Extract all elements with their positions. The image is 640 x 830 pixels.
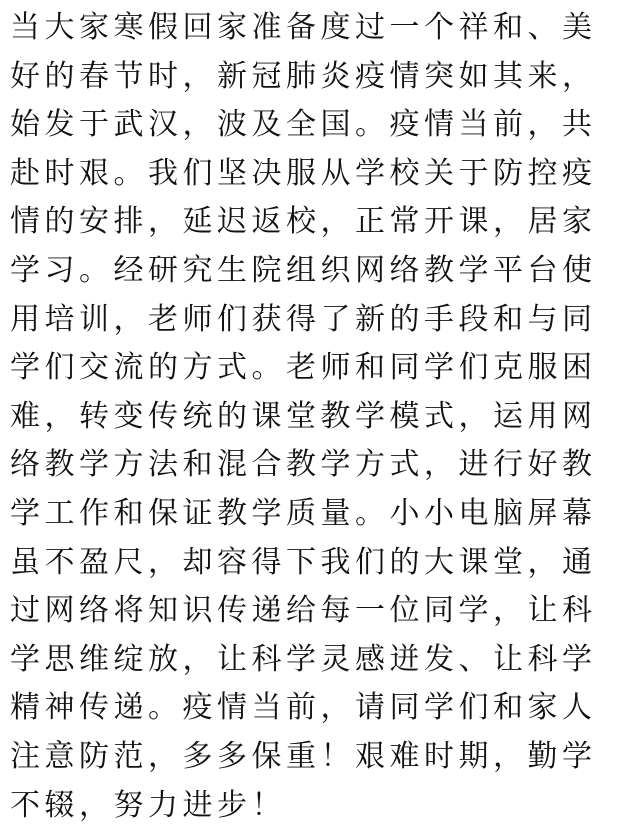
- text-line-3: 始发于武汉，波及全国。疫情当前，共: [10, 101, 630, 150]
- document-text: [10, 4, 630, 830]
- text-line-16: 注意防范，多多保重！艰难时期，勤学: [10, 733, 630, 782]
- text-line-10: 络教学方法和混合教学方式，进行好教: [10, 441, 630, 490]
- text-line-14: 学思维绽放，让科学灵感迸发、让科学: [10, 636, 630, 685]
- text-line-17: 不辍，努力进步！: [10, 782, 630, 830]
- text-line-8: 学们交流的方式。老师和同学们克服困: [10, 344, 630, 393]
- text-line-11: 学工作和保证教学质量。小小电脑屏幕: [10, 490, 630, 539]
- text-line-15: 精神传递。疫情当前，请同学们和家人: [10, 684, 630, 733]
- text-line-5: 情的安排，延迟返校，正常开课，居家: [10, 198, 630, 247]
- text-line-6: 学习。经研究生院组织网络教学平台使: [10, 247, 630, 296]
- text-line-1: 当大家寒假回家准备度过一个祥和、美: [10, 4, 630, 53]
- text-line-9: 难，转变传统的课堂教学模式，运用网: [10, 393, 630, 442]
- text-line-4: 赴时艰。我们坚决服从学校关于防控疫: [10, 150, 630, 199]
- text-line-2: 好的春节时，新冠肺炎疫情突如其来，: [10, 53, 630, 102]
- text-line-13: 过网络将知识传递给每一位同学，让科: [10, 587, 630, 636]
- text-line-12: 虽不盈尺，却容得下我们的大课堂，通: [10, 539, 630, 588]
- text-line-7: 用培训，老师们获得了新的手段和与同: [10, 296, 630, 345]
